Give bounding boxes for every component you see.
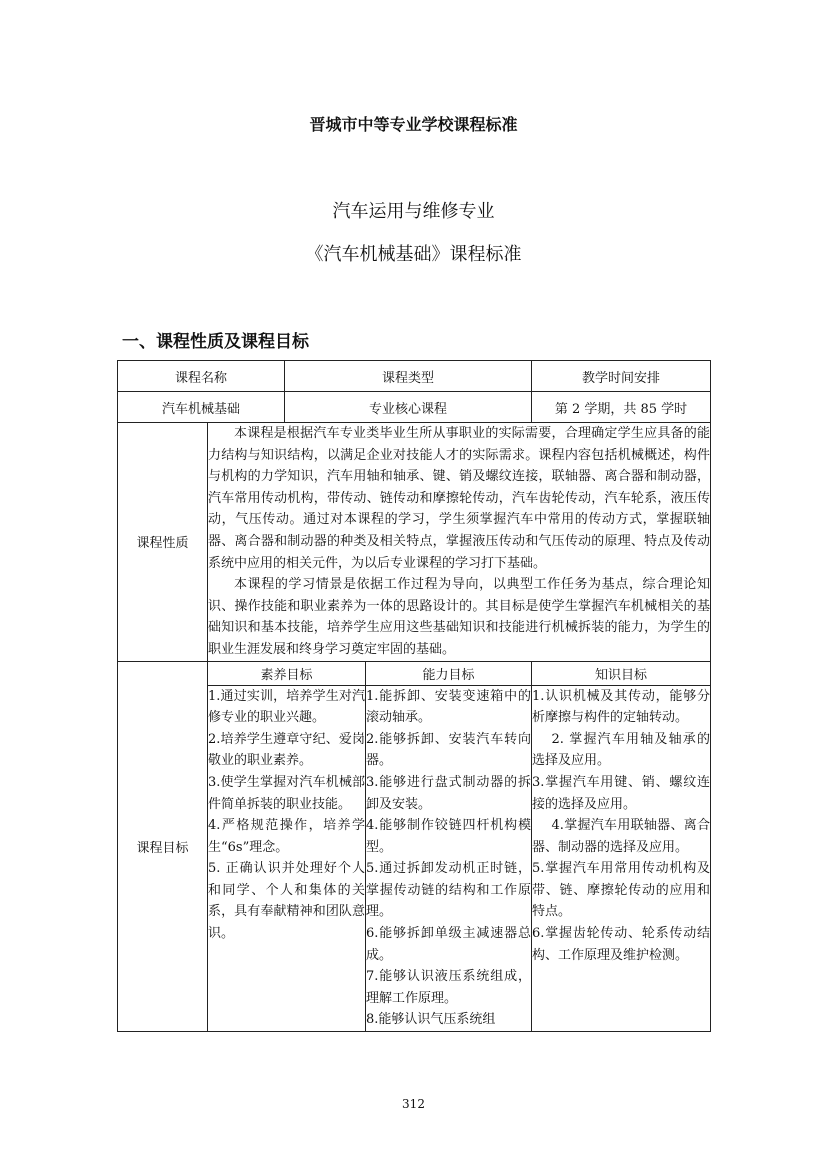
list-item: 5.掌握汽车用常用传动机构及带、链、摩擦轮传动的应用和特点。: [532, 861, 711, 920]
list-item: 1.认识机械及其传动，能够分析摩擦与构件的定轴转动。: [532, 688, 711, 726]
list-item: 4.能够制作铰链四杆机构模型。: [366, 818, 532, 855]
list-item: 2.能够拆卸、安装汽车转向器。: [366, 731, 532, 769]
knowledge-goals-list: [532, 685, 711, 1032]
header-schedule: 教学时间安排: [532, 361, 711, 392]
schedule-value: 第 2 学期，共 85 学时: [532, 392, 711, 423]
course-name-value: 汽车机械基础: [118, 392, 285, 423]
list-item: 4.严格规范操作，培养学生“6s”理念。: [208, 818, 366, 855]
list-item: 5.通过拆卸发动机正时链，掌握传动链的结构和工作原理。: [366, 861, 532, 920]
list-item: 3.能够进行盘式制动器的拆卸及安装。: [366, 774, 532, 812]
course-nature-content: [208, 423, 711, 662]
header-course-name: 课程名称: [118, 361, 285, 392]
major-title: 汽车运用与维修专业: [332, 201, 495, 222]
quality-goals-header: 素养目标: [208, 661, 366, 685]
ability-goals-list: [366, 685, 532, 1032]
list-item: 5. 正确认识并处理好个人和同学、个人和集体的关系，具有奉献精神和团队意识。: [208, 861, 366, 942]
knowledge-goals-header: 知识目标: [532, 661, 711, 685]
course-type-value: 专业核心课程: [285, 392, 532, 423]
ability-goals-header: 能力目标: [366, 661, 532, 685]
course-nature-label: 课程性质: [118, 423, 208, 662]
course-goals-label: 课程目标: [118, 661, 208, 1032]
list-item: 3.使学生掌握对汽车机械部件简单拆装的职业技能。: [208, 774, 366, 812]
list-item: 1.能拆卸、安装变速箱中的滚动轴承。: [366, 688, 532, 726]
header-course-type: 课程类型: [285, 361, 532, 392]
section-title: 一、课程性质及课程目标: [122, 332, 309, 352]
list-item: 2.培养学生遵章守纪、爱岗敬业的职业素养。: [208, 731, 366, 769]
document-header: 晋城市中等专业学校课程标准: [309, 115, 518, 134]
list-item: 2. 掌握汽车用轴及轴承的选择及应用。: [532, 731, 711, 769]
list-item: 3.掌握汽车用键、销、螺纹连接的选择及应用。: [532, 774, 711, 812]
list-item: 8.能够认识气压系统组: [366, 1012, 496, 1028]
course-standard-title: 《汽车机械基础》课程标准: [305, 244, 522, 265]
course-info-table: [117, 360, 711, 1032]
list-item: 1.通过实训，培养学生对汽修专业的职业兴趣。: [208, 688, 366, 726]
list-item: 7.能够认识液压系统组成，理解工作原理。: [366, 969, 532, 1006]
quality-goals-list: [208, 685, 366, 1032]
nature-paragraph: 本课程的学习情景是依据工作过程为导向，以典型工作任务为基点，综合理论知识、操作技能和职业素养为一体的思路设计的。其目标是使学生掌握汽车机械相关的基础知识和基本技能，培养学生应用这些基础知识和技能进行机械拆装的能力，为学生的职业生涯发展和终身学习奠定牢固的基础。: [208, 577, 711, 657]
page-number: 312: [402, 1097, 425, 1111]
nature-paragraph: 本课程是根据汽车专业类毕业生所从事职业的实际需要，合理确定学生应具备的能力结构与知识结构，以满足企业对技能人才的实际需求。课程内容包括机械概述，构件与机构的力学知识，汽车用轴和轴承、键、销及螺纹连接，联轴器、离合器和制动器，汽车常用传动机构，带传动、链传动和摩擦轮传动，汽车齿轮传动，汽车轮系，液压传动，气压传动。通过对本课程的学习，学生须掌握汽车中常用的传动方式，掌握联轴器、离合器和制动器的种类及相关特点，掌握液压传动和气压传动的原理、特点及传动系统中应用的相关元件，为以后专业课程的学习打下基础。: [208, 426, 711, 571]
list-item: 6.掌握齿轮传动、轮系传动结构、工作原理及维护检测。: [532, 926, 711, 963]
list-item: 6.能够拆卸单级主减速器总成。: [366, 926, 532, 963]
list-item: 4.掌握汽车用联轴器、离合器、制动器的选择及应用。: [532, 818, 711, 855]
